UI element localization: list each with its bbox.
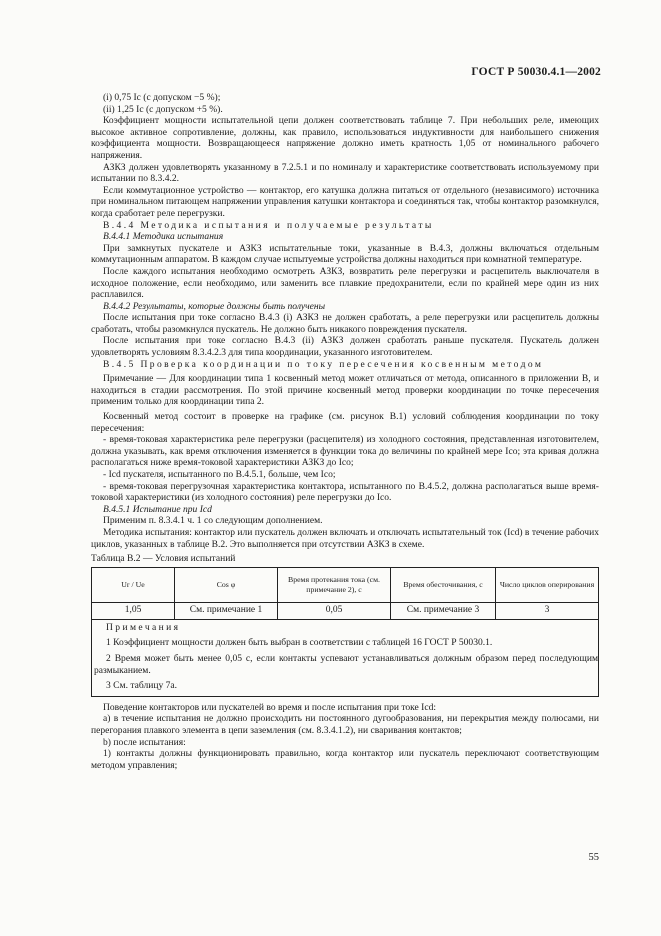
page-number: 55	[588, 852, 599, 863]
list-item: а) в течение испытания не должно происходить ни постоянного дугообразования, ни перекрытия между полюсами, ни перегорания плавкого элемента в цепи заземления (см. 8.3.4.1.2), ни сваривания контактов;	[91, 713, 599, 736]
notes-title: Примечания	[106, 621, 181, 633]
paragraph: При замкнутых пускателе и АЗКЗ испытательные токи, указанные в В.4.3, должны включаться отдельным коммутационным аппаратом. В каждом случае испытуемые устройства должны находиться при комнатной температуре.	[91, 242, 599, 266]
conditions-table	[91, 567, 599, 620]
section-heading: В.4.4 Методика испытания и получаемые результаты	[103, 219, 434, 231]
document-body	[91, 92, 599, 771]
paragraph: После каждого испытания необходимо осмотреть АЗКЗ, возвратить реле перегрузки и расцепитель выключателя в исходное положение, если необходимо, или заменить все плавкие предохранители, если по крайней мере один из них расплавился.	[91, 265, 599, 301]
paragraph: (i) 0,75 Ic (с допуском −5 %);	[103, 92, 221, 103]
paragraph: После испытания при токе согласно В.4.3 (ii) АЗКЗ должен сработать раньше пускателя. Пускатель должен удовлетворять условиям 8.3.4.2.3 для типа координации, указанного изготовителем.	[91, 335, 599, 359]
paragraph: АЗКЗ должен удовлетворять указанному в 7.2.5.1 и по номиналу и характеристике соответствовать используемому при испытании по 8.3.4.2.	[91, 161, 599, 185]
list-item: - Icd пускателя, испытанного по В.4.5.1, больше, чем Ico;	[103, 469, 336, 480]
note-paragraph: Примечание — Для координации типа 1 косвенный метод может отличаться от метода, описанного в приложении В, и находиться в стадии рассмотрения. По этой причине косвенный метод проверки координации по точке пересечения применим только для координации типа 2.	[91, 373, 599, 408]
table-row	[92, 602, 599, 619]
paragraph: Поведение контакторов или пускателей во время и после испытания при токе Icd:	[103, 701, 437, 713]
paragraph: Косвенный метод состоит в проверке на графике (см. рисунок В.1) условий соблюдения координации по току пересечения:	[91, 411, 599, 434]
table-cell: См. примечание 1	[175, 602, 278, 619]
paragraph: Коэффициент мощности испытательной цепи должен соответствовать таблице 7. При небольших реле, имеющих высокое активное сопротивление, должны, как правило, использоваться индуктивности для наибольшего снижения коэффициента мощности. Возвращающееся напряжение должно иметь кратность 1,05 от номинального рабочего напряжения.	[91, 115, 599, 161]
paragraph: После испытания при токе согласно В.4.3 (i) АЗКЗ не должен сработать, а реле перегрузки или расцепитель должны сработать, чтобы разомкнулся пускатель. Не должно быть никакого повреждения пускателя.	[91, 312, 599, 335]
table-header-cell: Ur / Ue	[92, 567, 175, 602]
list-item: b) после испытания:	[103, 736, 186, 748]
paragraph: (ii) 1,25 Ic (с допуском +5 %).	[103, 103, 223, 115]
table-cell: 3	[496, 602, 599, 619]
list-item: - время-токовая перегрузочная характеристика контактора, испытанного по В.4.5.2, должна располагаться выше время-токовой характеристики (из холодного состояния) реле перегрузки до Ico.	[91, 480, 599, 504]
subsection-heading: В.4.4.2 Результаты, которые должны быть получены	[103, 300, 326, 312]
paragraph: Применим п. 8.3.4.1 ч. 1 со следующим дополнением.	[103, 515, 323, 527]
table-note: 3 См. таблицу 7а.	[106, 680, 178, 692]
page-header: ГОСТ Р 50030.4.1—2002	[471, 66, 601, 78]
table-header-row	[92, 567, 599, 602]
table-note: 2 Время может быть менее 0,05 с, если контакты успевают устанавливаться должным образом перед последующим размыканием.	[94, 652, 598, 676]
table-notes	[91, 620, 599, 697]
paragraph: Методика испытания: контактор или пускатель должен включать и отключать испытательный ток (Icd) в течение рабочих циклов, указанных в таблице В.2. Это выполняется при отсутствии АЗКЗ в схеме.	[91, 526, 599, 550]
table-cell: 1,05	[92, 602, 175, 619]
table-header-cell: Cos φ	[175, 567, 278, 602]
subsection-heading: В.4.5.1 Испытание при Icd	[103, 503, 212, 515]
paragraph: Если коммутационное устройство — контактор, его катушка должна питаться от отдельного (независимого) источника при номинальном питающем напряжении управления катушки контактора и соединяться так, чтобы контактор разомкнулся, когда сработает реле перегрузки.	[91, 184, 599, 219]
table-cell: 0,05	[278, 602, 391, 619]
subsection-heading: В.4.4.1 Методика испытания	[103, 231, 224, 243]
table-header-cell: Время обесточивания, с	[391, 567, 496, 602]
table-note: 1 Коэффициент мощности должен быть выбран в соответствии с таблицей 16 ГОСТ Р 50030.1.	[106, 637, 493, 649]
list-item: - время-токовая характеристика реле перегрузки (расцепителя) из холодного состояния, представленная изготовителем, должна указывать, как время отключения изменяется в функции тока до величины по крайней мере Ico; эта кривая должна располагаться ниже время-токовой характеристики АЗКЗ до Ico;	[91, 434, 599, 469]
list-item: 1) контакты должны функционировать правильно, когда контактор или пускатель переключают соответствующим методом управления;	[91, 748, 599, 771]
table-cell: См. примечание 3	[391, 602, 496, 619]
table-header-cell: Число циклов оперирования	[496, 567, 599, 602]
table-header-cell: Время протекания тока (см. примечание 2), с	[278, 567, 391, 602]
section-heading: В.4.5 Проверка координации по току пересечения косвенным методом	[103, 358, 544, 370]
table-caption: Таблица В.2 — Условия испытаний	[91, 553, 236, 565]
